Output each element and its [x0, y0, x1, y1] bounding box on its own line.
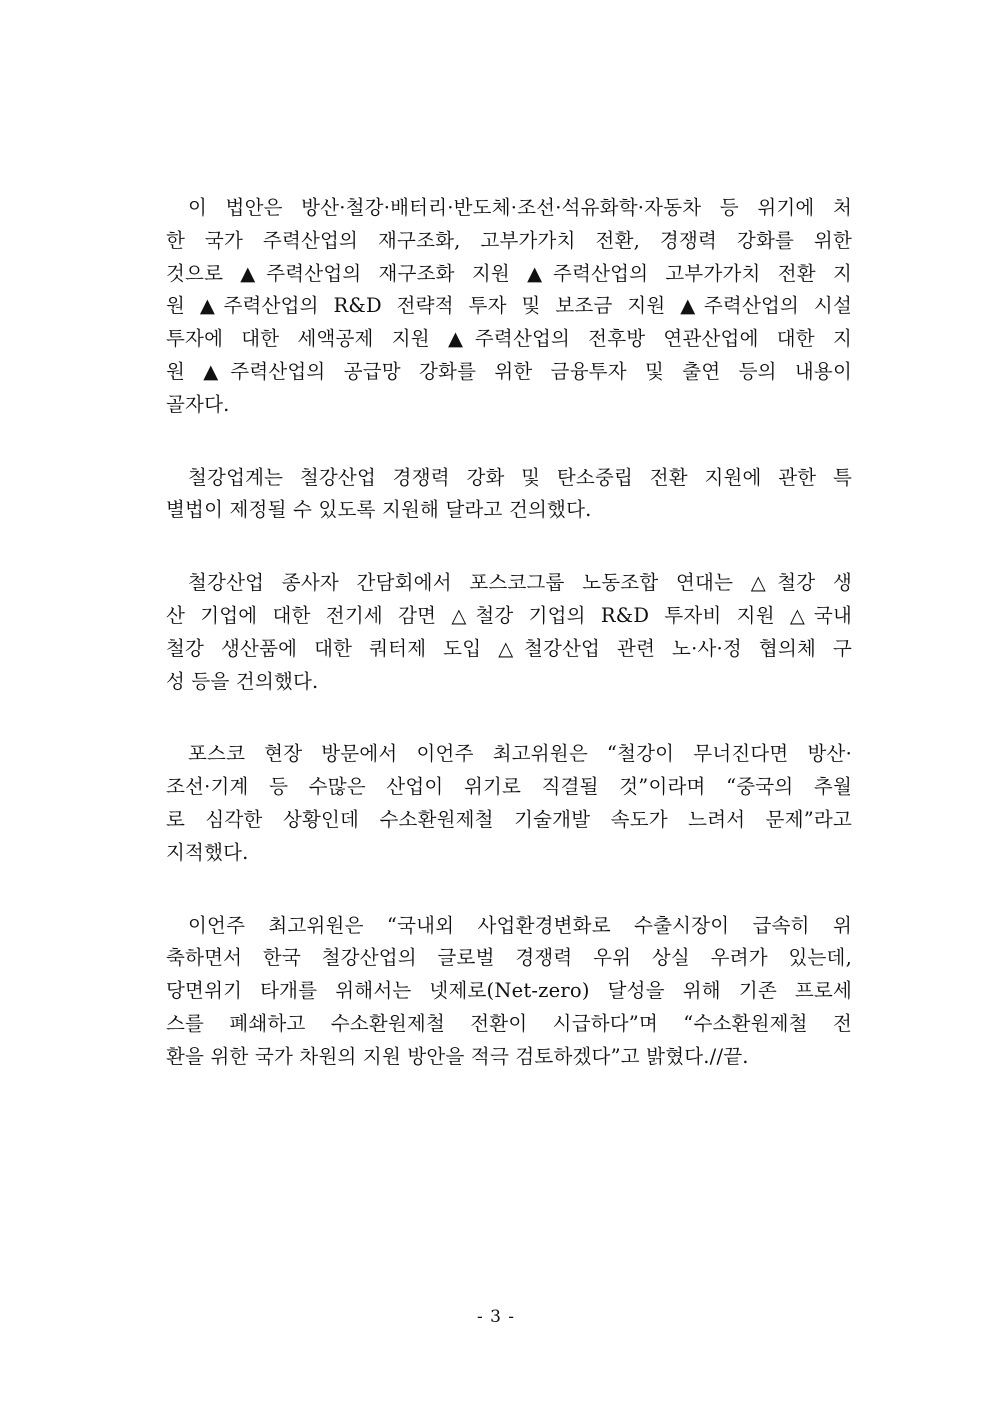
paragraph-line: 지적했다. — [166, 840, 249, 864]
paragraph-line: 투자에 대한 세액공제 지원 ▲주력산업의 전후방 연관산업에 대한 지 — [166, 327, 852, 351]
paragraph-line: 축하면서 한국 철강산업의 글로벌 경쟁력 우위 상실 우려가 있는데, — [166, 946, 852, 970]
paragraph-line: 별법이 제정될 수 있도록 지원해 달라고 건의했다. — [166, 498, 592, 522]
paragraph-line: 성 등을 건의했다. — [166, 669, 319, 693]
paragraph-line: 철강 생산품에 대한 쿼터제 도입 △철강산업 관련 노·사·정 협의체 구 — [166, 636, 852, 660]
paragraph-line: 환을 위한 국가 차원의 지원 방안을 적극 검토하겠다”고 밝혔다.//끝. — [166, 1044, 749, 1068]
paragraph-line: 것으로 ▲주력산업의 재구조화 지원 ▲주력산업의 고부가가치 전환 지 — [166, 261, 852, 285]
paragraph-5 — [144, 910, 852, 1074]
paragraph-line: 로 심각한 상황인데 수소환원제철 기술개발 속도가 느려서 문제”라고 — [166, 807, 852, 831]
body-text — [144, 192, 852, 1114]
paragraph-line: 이언주 최고위원은 “국내외 사업환경변화로 수출시장이 급속히 위 — [188, 913, 852, 937]
paragraph-line: 산 기업에 대한 전기세 감면 △철강 기업의 R&D 투자비 지원 △국내 — [166, 603, 852, 627]
paragraph-line: 스를 폐쇄하고 수소환원제철 전환이 시급하다”며 “수소환원제철 전 — [166, 1011, 852, 1035]
paragraph-line: 포스코 현장 방문에서 이언주 최고위원은 “철강이 무너진다면 방산· — [188, 742, 852, 766]
paragraph-1 — [144, 192, 852, 422]
paragraph-line: 철강업계는 철강산업 경쟁력 강화 및 탄소중립 전환 지원에 관한 특 — [188, 465, 852, 489]
paragraph-line: 한 국가 주력산업의 재구조화, 고부가가치 전환, 경쟁력 강화를 위한 — [166, 228, 852, 252]
paragraph-line: 당면위기 타개를 위해서는 넷제로(Net-zero) 달성을 위해 기존 프로세 — [166, 979, 852, 1003]
page-number: - 3 - — [476, 1307, 516, 1327]
paragraph-line: 골자다. — [166, 392, 230, 416]
paragraph-line: 원 ▲주력산업의 공급망 강화를 위한 금융투자 및 출연 등의 내용이 — [166, 359, 852, 383]
paragraph-line: 철강산업 종사자 간담회에서 포스코그룹 노동조합 연대는 △철강 생 — [188, 571, 852, 595]
paragraph-line: 원 ▲주력산업의 R&D 전략적 투자 및 보조금 지원 ▲주력산업의 시설 — [166, 294, 852, 318]
paragraph-2 — [144, 462, 852, 528]
paragraph-line: 이 법안은 방산·철강·배터리·반도체·조선·석유화학·자동차 등 위기에 처 — [188, 196, 852, 219]
paragraph-3 — [144, 567, 852, 698]
paragraph-line: 조선·기계 등 수많은 산업이 위기로 직결될 것”이라며 “중국의 추월 — [166, 775, 852, 799]
paragraph-4 — [144, 738, 852, 869]
